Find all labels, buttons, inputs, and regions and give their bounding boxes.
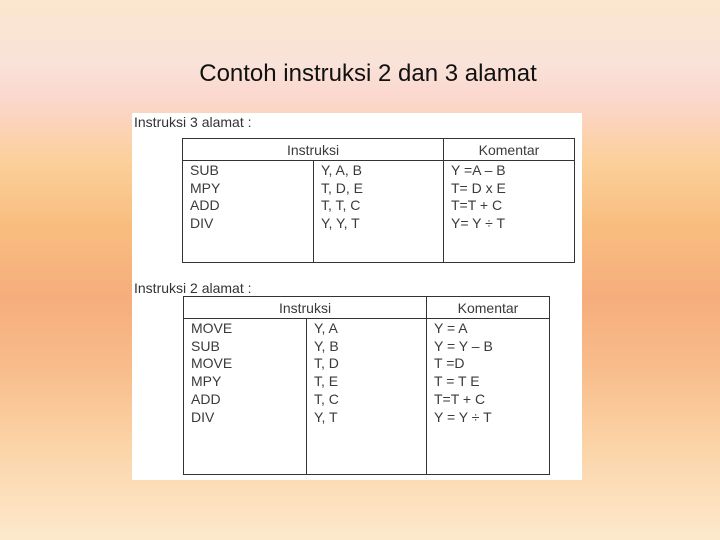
comment: T= D x E (451, 179, 506, 196)
operands: T, E (314, 373, 339, 390)
page-title: Contoh instruksi 2 dan 3 alamat (199, 60, 537, 87)
comment-column (444, 161, 575, 263)
three-address-table (182, 138, 575, 263)
opcode: MPY (191, 373, 222, 390)
opcode: MPY (190, 179, 221, 196)
two-address-label: Instruksi 2 alamat : (134, 280, 252, 296)
operands: Y, Y, T (321, 215, 360, 232)
comment-column (427, 319, 550, 475)
opcode: MOVE (191, 320, 233, 336)
komentar-header: Komentar (427, 297, 550, 319)
comment: Y= Y ÷ T (451, 215, 505, 232)
comment: Y =A – B (451, 162, 506, 178)
opcode: DIV (190, 215, 214, 232)
instruksi-header: Instruksi (183, 139, 444, 161)
opcode: ADD (191, 390, 221, 407)
operands: T, T, C (321, 197, 361, 214)
operands: Y, A (314, 320, 338, 336)
table-body-row (184, 319, 550, 475)
comment: T=T + C (451, 197, 503, 214)
comment: Y = Y – B (434, 337, 493, 354)
opcode: SUB (190, 162, 219, 178)
comment: T =D (434, 355, 465, 372)
comment: Y = Y ÷ T (434, 408, 492, 425)
opcode-column (183, 161, 314, 263)
comment: T=T + C (434, 390, 486, 407)
two-address-table (183, 296, 550, 475)
opcode: SUB (191, 337, 220, 354)
table-header-row (183, 139, 575, 161)
operands: T, D, E (321, 179, 364, 196)
comment: Y = A (434, 320, 468, 336)
instruksi-header: Instruksi (184, 297, 427, 319)
three-address-label: Instruksi 3 alamat : (134, 114, 252, 130)
comment: T = T E (434, 373, 480, 390)
komentar-header: Komentar (444, 139, 575, 161)
table-header-row (184, 297, 550, 319)
operands: Y, T (314, 408, 338, 425)
table-body-row (183, 161, 575, 263)
opcode: DIV (191, 408, 215, 425)
opcode: MOVE (191, 355, 233, 372)
opcode-column (184, 319, 307, 475)
instruction-figure (132, 113, 582, 480)
operands: Y, B (314, 337, 339, 354)
operands: Y, A, B (321, 162, 362, 178)
operands-column (314, 161, 444, 263)
opcode: ADD (190, 197, 220, 214)
operands-column (307, 319, 427, 475)
operands: T, D (314, 355, 339, 372)
operands: T, C (314, 390, 339, 407)
